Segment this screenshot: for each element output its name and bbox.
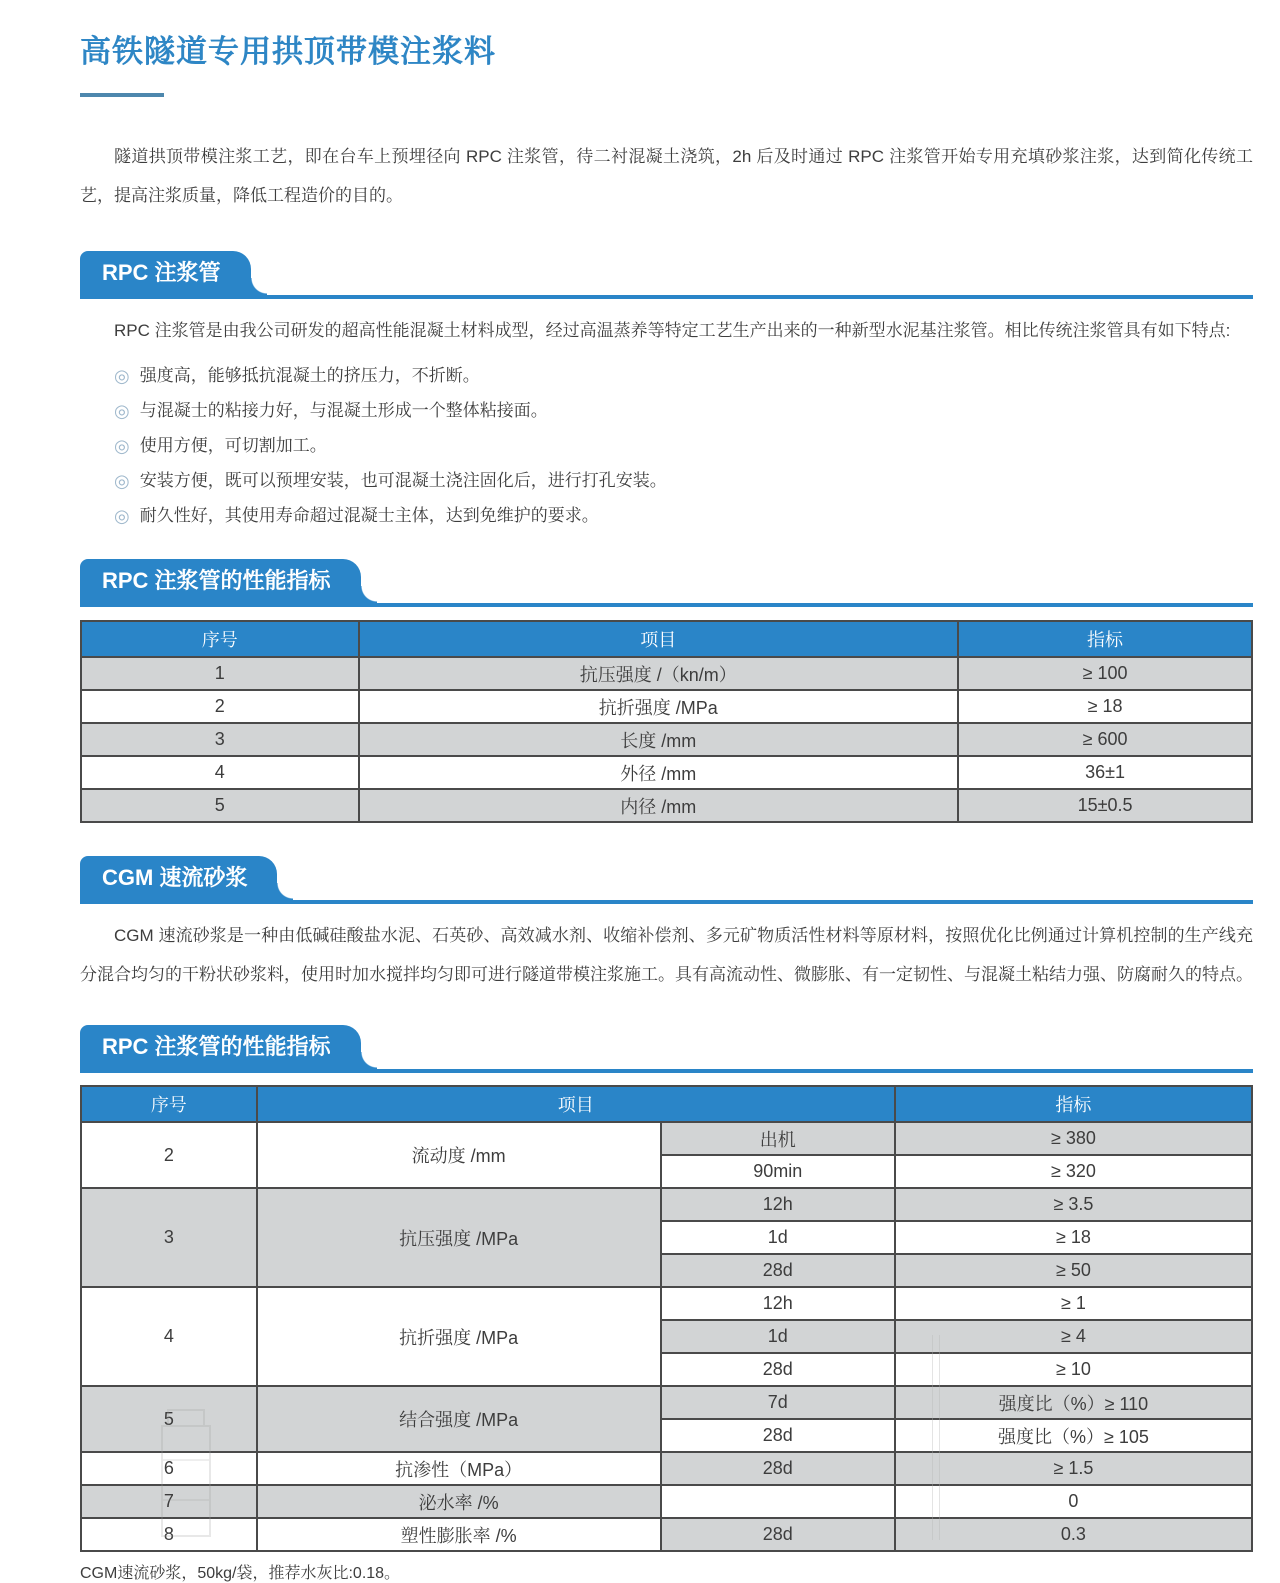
column-header-index: 指标 bbox=[895, 1086, 1252, 1122]
section-header-cgm bbox=[80, 856, 1253, 904]
cell-condition: 7d bbox=[661, 1386, 895, 1419]
cell-value: 0 bbox=[895, 1485, 1252, 1518]
cell-condition: 1d bbox=[661, 1221, 895, 1254]
cell-no: 3 bbox=[81, 1188, 257, 1287]
cell-condition: 28d bbox=[661, 1254, 895, 1287]
list-item-text: 安装方便，既可以预埋安装，也可混凝土浇注固化后，进行打孔安装。 bbox=[139, 471, 667, 490]
column-header-item: 项目 bbox=[359, 621, 959, 657]
bullet-icon: ◎ bbox=[114, 471, 130, 491]
cell-item: 抗折强度 /MPa bbox=[359, 690, 959, 723]
table-row bbox=[81, 657, 1252, 690]
section-tab-rpc-performance: RPC 注浆管的性能指标 bbox=[80, 559, 361, 603]
page-title: 高铁隧道专用拱顶带模注浆料 bbox=[80, 34, 496, 69]
section-header-cgm-performance bbox=[80, 1025, 1253, 1073]
cell-value: ≥ 18 bbox=[958, 690, 1252, 723]
list-item-text: 使用方便，可切割加工。 bbox=[139, 436, 327, 455]
table-header-row bbox=[81, 621, 1252, 657]
intro-paragraph: 隧道拱顶带模注浆工艺，即在台车上预埋径向 RPC 注浆管，待二衬混凝土浇筑，2h 后及时通过 RPC 注浆管开始专用充填砂浆注浆，达到简化传统工艺，提高注浆质量，降低工程造价的目的。 bbox=[80, 147, 1253, 205]
cell-no: 5 bbox=[81, 1386, 257, 1452]
list-item bbox=[114, 428, 1253, 463]
cell-value: ≥ 4 bbox=[895, 1320, 1252, 1353]
cell-value: ≥ 380 bbox=[895, 1122, 1252, 1155]
cell-no: 8 bbox=[81, 1518, 257, 1551]
table-row bbox=[81, 789, 1252, 822]
list-item bbox=[114, 463, 1253, 498]
table-row bbox=[81, 1386, 1252, 1419]
cell-no: 2 bbox=[81, 1122, 257, 1188]
cell-condition: 12h bbox=[661, 1188, 895, 1221]
cell-item: 外径 /mm bbox=[359, 756, 959, 789]
list-item-text: 与混凝士的粘接力好，与混凝土形成一个整体粘接面。 bbox=[139, 401, 548, 420]
cell-condition: 12h bbox=[661, 1287, 895, 1320]
list-item-text: 耐久性好，其使用寿命超过混凝士主体，达到免维护的要求。 bbox=[139, 506, 599, 525]
cell-item: 抗渗性（MPa） bbox=[257, 1452, 661, 1485]
column-header-no: 序号 bbox=[81, 1086, 257, 1122]
table-header-row bbox=[81, 1086, 1252, 1122]
table-footnote: CGM速流砂浆，50kg/袋，推荐水灰比:0.18。 bbox=[80, 1565, 401, 1582]
cell-value: ≥ 100 bbox=[958, 657, 1252, 690]
bullet-icon: ◎ bbox=[114, 436, 130, 456]
cell-no: 6 bbox=[81, 1452, 257, 1485]
cell-value: 0.3 bbox=[895, 1518, 1252, 1551]
cell-value: ≥ 320 bbox=[895, 1155, 1252, 1188]
table-row bbox=[81, 1188, 1252, 1221]
cell-no: 5 bbox=[81, 789, 359, 822]
rpc-pipe-description: RPC 注浆管是由我公司研发的超高性能混凝土材料成型，经过高温蒸养等特定工艺生产出来的一种新型水泥基注浆管。相比传统注浆管具有如下特点: bbox=[114, 321, 1231, 340]
title-accent-line bbox=[80, 93, 164, 97]
cell-no: 3 bbox=[81, 723, 359, 756]
cell-item: 长度 /mm bbox=[359, 723, 959, 756]
cell-value: 36±1 bbox=[958, 756, 1252, 789]
cell-item: 抗折强度 /MPa bbox=[257, 1287, 661, 1386]
cell-condition: 28d bbox=[661, 1518, 895, 1551]
table-row bbox=[81, 1518, 1252, 1551]
cell-item: 内径 /mm bbox=[359, 789, 959, 822]
cgm-description: CGM 速流砂浆是一种由低碱硅酸盐水泥、石英砂、高效减水剂、收缩补偿剂、多元矿物质活性材料等原材料，按照优化比例通过计算机控制的生产线充分混合均匀的干粉状砂浆料，使用时加水搅拌均匀即可进行隧道带模注浆施工。具有高流动性、微膨胀、有一定韧性、与混凝土粘结力强、防腐耐久的特点。 bbox=[80, 926, 1253, 984]
table-row bbox=[81, 1452, 1252, 1485]
list-item bbox=[114, 393, 1253, 428]
table-row bbox=[81, 723, 1252, 756]
cell-value: 15±0.5 bbox=[958, 789, 1252, 822]
cell-no: 2 bbox=[81, 690, 359, 723]
cell-value: ≥ 50 bbox=[895, 1254, 1252, 1287]
table-row bbox=[81, 1287, 1252, 1320]
cell-value: ≥ 18 bbox=[895, 1221, 1252, 1254]
list-item bbox=[114, 358, 1253, 393]
cell-no: 4 bbox=[81, 756, 359, 789]
cell-item: 塑性膨胀率 /% bbox=[257, 1518, 661, 1551]
list-item-text: 强度高，能够抵抗混凝土的挤压力，不折断。 bbox=[139, 366, 480, 385]
section-tab-rpc-pipe: RPC 注浆管 bbox=[80, 251, 251, 295]
cell-item: 抗压强度 /MPa bbox=[257, 1188, 661, 1287]
cell-condition: 28d bbox=[661, 1419, 895, 1452]
cell-condition: 1d bbox=[661, 1320, 895, 1353]
cell-condition: 28d bbox=[661, 1353, 895, 1386]
cell-condition: 出机 bbox=[661, 1122, 895, 1155]
cell-value: 强度比（%）≥ 110 bbox=[895, 1386, 1252, 1419]
table-row bbox=[81, 756, 1252, 789]
cell-value: ≥ 600 bbox=[958, 723, 1252, 756]
bullet-icon: ◎ bbox=[114, 366, 130, 386]
cell-item: 结合强度 /MPa bbox=[257, 1386, 661, 1452]
bullet-icon: ◎ bbox=[114, 401, 130, 421]
rpc-performance-table bbox=[80, 620, 1253, 823]
column-header-item: 项目 bbox=[257, 1086, 895, 1122]
rpc-feature-list bbox=[80, 358, 1253, 533]
list-item bbox=[114, 498, 1253, 533]
cell-value: 强度比（%）≥ 105 bbox=[895, 1419, 1252, 1452]
cell-no: 4 bbox=[81, 1287, 257, 1386]
bullet-icon: ◎ bbox=[114, 506, 130, 526]
column-header-index: 指标 bbox=[958, 621, 1252, 657]
table-row bbox=[81, 1485, 1252, 1518]
column-header-no: 序号 bbox=[81, 621, 359, 657]
cell-item: 泌水率 /% bbox=[257, 1485, 661, 1518]
table-row bbox=[81, 690, 1252, 723]
cell-value: ≥ 1 bbox=[895, 1287, 1252, 1320]
section-header-rpc-performance bbox=[80, 559, 1253, 607]
section-header-rpc-pipe bbox=[80, 251, 1253, 299]
cell-value: ≥ 10 bbox=[895, 1353, 1252, 1386]
cell-condition bbox=[661, 1485, 895, 1518]
section-tab-cgm-performance: RPC 注浆管的性能指标 bbox=[80, 1025, 361, 1069]
table-row bbox=[81, 1122, 1252, 1155]
cgm-performance-table bbox=[80, 1085, 1253, 1552]
cell-condition: 90min bbox=[661, 1155, 895, 1188]
cell-value: ≥ 1.5 bbox=[895, 1452, 1252, 1485]
cell-no: 7 bbox=[81, 1485, 257, 1518]
cell-value: ≥ 3.5 bbox=[895, 1188, 1252, 1221]
cell-item: 抗压强度 /（kn/m） bbox=[359, 657, 959, 690]
cell-item: 流动度 /mm bbox=[257, 1122, 661, 1188]
section-tab-cgm: CGM 速流砂浆 bbox=[80, 856, 277, 900]
cell-condition: 28d bbox=[661, 1452, 895, 1485]
cell-no: 1 bbox=[81, 657, 359, 690]
